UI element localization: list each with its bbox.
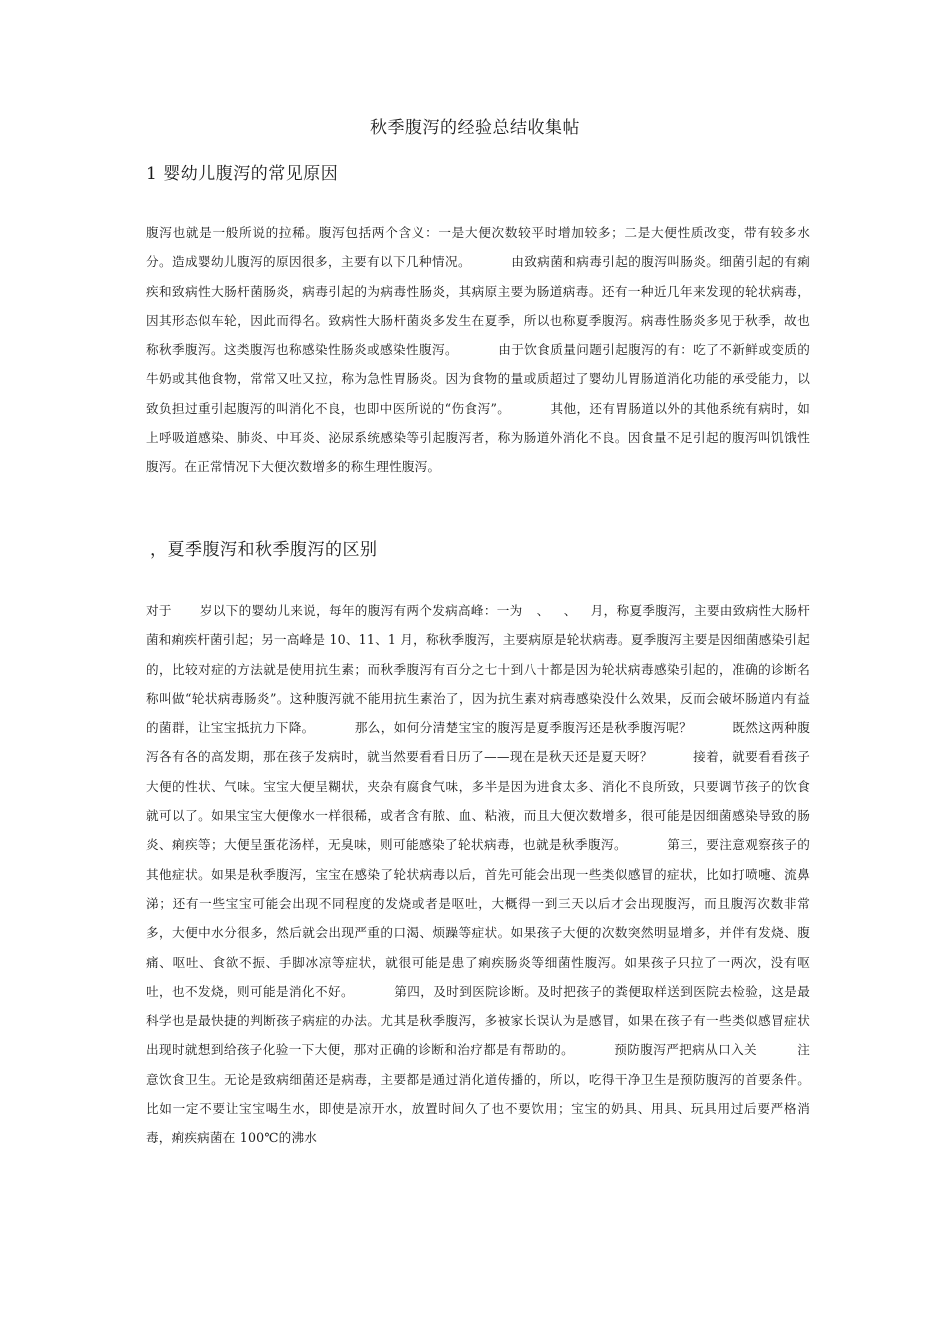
- section-heading-causes: 1 婴幼儿腹泻的常见原因: [146, 164, 339, 184]
- sentence: 对于: [146, 603, 172, 618]
- sentence: 那么，如何分清楚宝宝的腹泻是夏季腹泻还是秋季腹泻呢？: [354, 720, 693, 736]
- sentence: 第三，要注意观察孩子的其他症状。如果是秋季腹泻，宝宝在感染了轮状病毒以后，首先可能会出现一些类似感冒的症状，比如打喷嚏、流鼻涕；还有一些宝宝可能会出现不同程度的发烧或者是呕吐，大概得一到三天以后才会出现腹泻，而且腹泻次数非常多，大便中水分很多，然后就会出现严重的口渴、烦躁等症状。如果孩子大便的次数突然明显增多，并伴有发烧、腹痛、呕吐、食欲不振、手脚冰凉等症状，就很可能是患了痢疾肠炎等细菌性腹泻。如果孩子只拉了一两次，没有呕吐，也不发烧，则可能是消化不好。: [146, 837, 810, 999]
- sentence: 由于饮食质量问题引起腹泻的有：吃了不新鲜或变质的牛奶或其他食物，常常又吐又拉，称为急性胃肠炎。因为食物的量或质超过了婴幼儿胃肠道消化功能的承受能力，以致负担过重引起腹泻的叫消化不良，也即中医所说的“伤食泻”。: [146, 342, 810, 416]
- sentence: 由致病菌和病毒引起的腹泻叫肠炎。细菌引起的有痢疾和致病性大肠杆菌肠炎，病毒引起的为病毒性肠炎，其病原主要为肠道病毒。还有一种近几年来发现的轮状病毒，因其形态似车轮，因此而得名。致病性大肠杆菌炎多发生在夏季，所以也称夏季腹泻。病毒性肠炎多见于秋季，故也称秋季腹泻。这类腹泻也称感染性肠炎或感染性腹泻。: [146, 254, 810, 358]
- sentence: 注意饮食卫生。无论是致病细菌还是病毒，主要都是通过消化道传播的，所以，吃得干净卫生是预防腹泻的首要条件。比如一定不要让宝宝喝生水，即使是凉开水，放置时间久了也不要饮用；宝宝的奶具、用具、玩具用过后要严格消毒，痢疾病菌在 100℃的沸水: [146, 1042, 810, 1146]
- sentence: 月，称夏季腹泻，主要由致病性大肠杆菌和痢疾杆菌引起；另一高峰是 10、11、1 月，称秋季腹泻，主要病原是轮状病毒。夏季腹泻主要是因细菌感染引起的，比较对症的方法就是使用抗生素；而秋季腹泻有百分之七十到八十都是因为轮状病毒感染引起的，准确的诊断名称叫做“轮状病毒肠炎”。这种腹泻就不能用抗生素治了，因为抗生素对病毒感染没什么效果，反而会破坏肠道内有益的菌群，让宝宝抵抗力下降。: [146, 603, 811, 736]
- sentence: 其他，还有胃肠道以外的其他系统有病时，如上呼吸道感染、肺炎、中耳炎、泌尿系统感染等引起腹泻者，称为肠道外消化不良。因食量不足引起的腹泻叫饥饿性腹泻。在正常情况下大便次数增多的称生理性腹泻。: [146, 400, 810, 475]
- sentence: 接着，就要看看孩子大便的性状、气味。宝宝大便呈糊状，夹杂有腐食气味，多半是因为进食太多、消化不良所致，只要调节孩子的饮食就可以了。如果宝宝大便像水一样很稀，或者含有脓、血、粘液，而且大便次数增多，很可能是因细菌感染导致的肠炎、痢疾等；大便呈蛋花汤样，无臭味，则可能感染了轮状病毒，也就是秋季腹泻。: [146, 749, 810, 853]
- paragraph-causes: [146, 218, 810, 482]
- sentence: 岁以下的婴幼儿来说，每年的腹泻有两个发病高峰：一为: [199, 603, 523, 618]
- sentence: 腹泻也就是一般所说的拉稀。腹泻包括两个含义：一是大便次数较平时增加较多；二是大便性质改变，带有较多水分。造成婴幼儿腹泻的原因很多，主要有以下几种情况。: [146, 225, 810, 270]
- document-title: 秋季腹泻的经验总结收集帖: [370, 118, 580, 138]
- section-heading-difference: ，夏季腹泻和秋季腹泻的区别: [150, 540, 378, 560]
- paragraph-difference: [146, 596, 810, 1153]
- sentence: 第四，及时到医院诊断。及时把孩子的粪便取样送到医院去检验，这是最科学也是最快捷的判断孩子病症的办法。尤其是秋季腹泻，多被家长误认为是感冒，如果在孩子有一些类似感冒症状出现时就想到给孩子化验一下大便，那对正确的诊断和治疗都是有帮助的。: [146, 983, 810, 1058]
- sentence: 、: [536, 603, 550, 618]
- sentence: 既然这两种腹泻各有各的高发期，那在孩子发病时，就当然要看看日历了——现在是秋天还是夏天呀？: [146, 720, 810, 765]
- sentence: 、: [563, 603, 577, 618]
- sentence: 预防腹泻严把病从口入关: [614, 1042, 758, 1058]
